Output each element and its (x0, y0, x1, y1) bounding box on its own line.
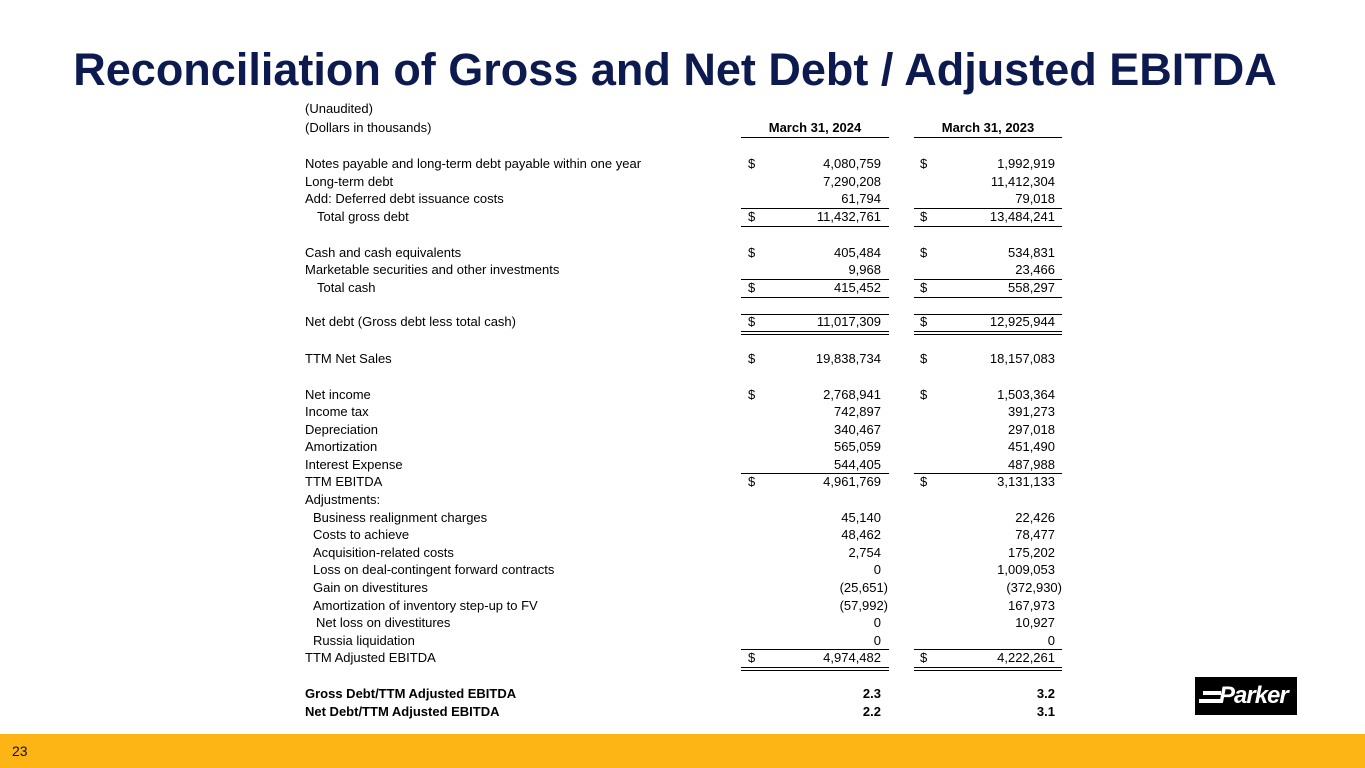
currency-symbol: $ (920, 209, 928, 224)
table-row (305, 614, 1065, 632)
value-2023: 175,202 (1008, 545, 1055, 560)
currency-symbol: $ (748, 351, 756, 366)
row-label: Notes payable and long-term debt payable within one year (305, 156, 642, 171)
column-header-2024: March 31, 2024 (768, 120, 862, 135)
total-line (914, 297, 1062, 298)
table-row (305, 632, 1065, 650)
row-label: Amortization (305, 439, 378, 454)
double-line (741, 670, 889, 671)
value-2024: (57,992) (839, 598, 888, 613)
table-row (305, 473, 1065, 491)
double-line (914, 334, 1062, 335)
row-label: Depreciation (305, 422, 378, 437)
row-label: Gain on divestitures (313, 580, 428, 595)
table-row (305, 190, 1065, 208)
row-label: Add: Deferred debt issuance costs (305, 191, 504, 206)
currency-symbol: $ (920, 314, 928, 329)
value-2024: 415,452 (834, 280, 881, 295)
value-2024: 48,462 (841, 527, 881, 542)
value-2024: 9,968 (848, 262, 881, 277)
table-row (305, 597, 1065, 615)
value-2023: 1,503,364 (997, 387, 1055, 402)
value-2023: 558,297 (1008, 280, 1055, 295)
row-label: Business realignment charges (313, 510, 488, 525)
table-row (305, 261, 1065, 279)
table-row (305, 685, 1065, 703)
row-label: Net loss on divestitures (316, 615, 451, 630)
value-2024: 742,897 (834, 404, 881, 419)
double-line (914, 670, 1062, 671)
row-label: Interest Expense (305, 457, 403, 472)
value-2023: 79,018 (1015, 191, 1055, 206)
header-underline-2024 (741, 137, 889, 138)
row-label: Acquisition-related costs (313, 545, 454, 560)
table-row (305, 313, 1065, 331)
double-line (741, 331, 889, 332)
double-line (914, 331, 1062, 332)
row-label: TTM Net Sales (305, 351, 392, 366)
units-label: (Dollars in thousands) (305, 120, 432, 135)
double-line (741, 334, 889, 335)
unaudited-note (305, 100, 1065, 118)
value-2024: 4,080,759 (823, 156, 881, 171)
row-label: Income tax (305, 404, 369, 419)
logo-bar-icon (1199, 699, 1221, 703)
value-2024: 4,961,769 (823, 474, 881, 489)
value-2024: 4,974,482 (823, 650, 881, 665)
page-number: 23 (12, 743, 28, 759)
value-2023: 534,831 (1008, 245, 1055, 260)
logo-wordmark: Parker (1219, 682, 1288, 709)
value-2023: 3,131,133 (997, 474, 1055, 489)
table-row (305, 491, 1065, 509)
double-line (914, 667, 1062, 668)
currency-symbol: $ (748, 209, 756, 224)
value-2024: 11,432,761 (816, 209, 881, 224)
double-line (741, 667, 889, 668)
row-label: Net debt (Gross debt less total cash) (305, 314, 516, 329)
value-2023: 487,988 (1008, 457, 1055, 472)
currency-symbol: $ (920, 474, 928, 489)
column-header-2023: March 31, 2023 (941, 120, 1035, 135)
value-2024: 19,838,734 (815, 351, 881, 366)
value-2024: 340,467 (834, 422, 881, 437)
value-2023: 10,927 (1015, 615, 1055, 630)
table-row (305, 526, 1065, 544)
header-underline-2023 (914, 137, 1062, 138)
value-2023: 0 (1047, 633, 1055, 648)
table-row (305, 456, 1065, 474)
value-2024: 61,794 (841, 191, 881, 206)
currency-symbol: $ (748, 474, 756, 489)
currency-symbol: $ (920, 280, 928, 295)
table-row (305, 244, 1065, 262)
table-row (305, 279, 1065, 297)
value-2024: (25,651) (839, 580, 888, 595)
currency-symbol: $ (920, 245, 928, 260)
value-2024: 11,017,309 (816, 314, 881, 329)
value-2024: 0 (873, 633, 881, 648)
table-row (305, 386, 1065, 404)
currency-symbol: $ (748, 280, 756, 295)
row-label: Costs to achieve (313, 527, 410, 542)
currency-symbol: $ (920, 387, 928, 402)
row-label: Net income (305, 387, 371, 402)
row-label: Cash and cash equivalents (305, 245, 462, 260)
currency-symbol: $ (748, 245, 756, 260)
currency-symbol: $ (920, 351, 928, 366)
total-line (741, 226, 889, 227)
currency-symbol: $ (748, 650, 756, 665)
total-line (741, 297, 889, 298)
currency-symbol: $ (748, 156, 756, 171)
row-label: Marketable securities and other investments (305, 262, 560, 277)
row-label: TTM EBITDA (305, 474, 383, 489)
row-label: Amortization of inventory step-up to FV (313, 598, 538, 613)
value-2023: 3.1 (1036, 704, 1055, 719)
value-2024: 0 (873, 562, 881, 577)
value-2023: 1,992,919 (997, 156, 1055, 171)
value-2023: 3.2 (1036, 686, 1055, 701)
value-2024: 2.2 (862, 704, 881, 719)
table-row (305, 703, 1065, 721)
value-2023: 4,222,261 (997, 650, 1055, 665)
value-2023: 22,426 (1015, 510, 1055, 525)
value-2024: 45,140 (841, 510, 881, 525)
table-row (305, 438, 1065, 456)
value-2023: (372,930) (1006, 580, 1062, 595)
page-title: Reconciliation of Gross and Net Debt / Adjusted EBITDA (73, 44, 1277, 95)
table-row (305, 421, 1065, 439)
value-2023: 78,477 (1015, 527, 1055, 542)
table-row (305, 509, 1065, 527)
row-label: Total cash (317, 280, 376, 295)
row-label: Russia liquidation (313, 633, 415, 648)
value-2023: 18,157,083 (989, 351, 1055, 366)
value-2023: 451,490 (1008, 439, 1055, 454)
table-row (305, 579, 1065, 597)
value-2023: 23,466 (1015, 262, 1055, 277)
value-2024: 7,290,208 (823, 174, 881, 189)
value-2023: 391,273 (1008, 404, 1055, 419)
row-label: Net Debt/TTM Adjusted EBITDA (305, 704, 500, 719)
table-row (305, 208, 1065, 226)
unaudited-label: (Unaudited) (305, 101, 373, 116)
table-row (305, 403, 1065, 421)
table-row (305, 350, 1065, 368)
header-row (305, 119, 1065, 137)
row-label: Total gross debt (317, 209, 409, 224)
table-row (305, 544, 1065, 562)
row-label: TTM Adjusted EBITDA (305, 650, 436, 665)
currency-symbol: $ (920, 156, 928, 171)
table-row (305, 155, 1065, 173)
value-2024: 2,754 (848, 545, 881, 560)
table-row (305, 649, 1065, 667)
currency-symbol: $ (748, 387, 756, 402)
value-2023: 167,973 (1008, 598, 1055, 613)
value-2024: 405,484 (834, 245, 881, 260)
value-2023: 13,484,241 (989, 209, 1055, 224)
value-2024: 2.3 (862, 686, 881, 701)
value-2023: 297,018 (1008, 422, 1055, 437)
row-label: Long-term debt (305, 174, 394, 189)
value-2024: 0 (873, 615, 881, 630)
value-2024: 2,768,941 (823, 387, 881, 402)
table-row (305, 173, 1065, 191)
value-2023: 11,412,304 (990, 174, 1055, 189)
currency-symbol: $ (748, 314, 756, 329)
value-2024: 544,405 (834, 457, 881, 472)
value-2023: 1,009,053 (997, 562, 1055, 577)
value-2023: 12,925,944 (989, 314, 1055, 329)
table-row (305, 561, 1065, 579)
row-label: Loss on deal-contingent forward contracts (313, 562, 555, 577)
currency-symbol: $ (920, 650, 928, 665)
value-2024: 565,059 (834, 439, 881, 454)
row-label: Adjustments: (305, 492, 381, 507)
footer-bar (0, 734, 1365, 768)
parker-logo (1195, 677, 1297, 715)
total-line (914, 226, 1062, 227)
row-label: Gross Debt/TTM Adjusted EBITDA (305, 686, 517, 701)
